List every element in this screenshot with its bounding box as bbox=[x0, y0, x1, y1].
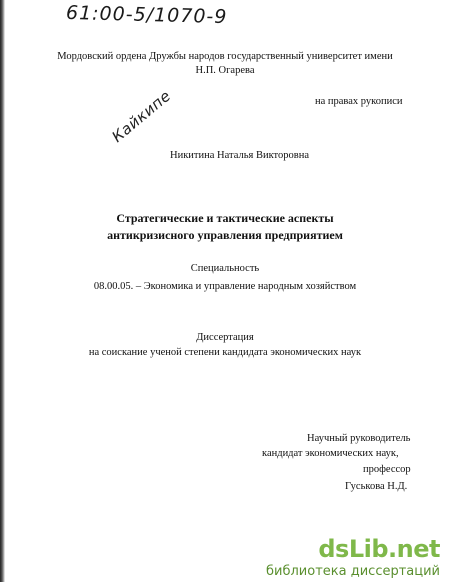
supervisor-degree: кандидат экономических наук, bbox=[262, 448, 399, 459]
supervisor-name: Гуськова Н.Д. bbox=[345, 481, 408, 492]
supervisor-role: Научный руководитель bbox=[307, 433, 411, 444]
supervisor-title: профессор bbox=[363, 464, 411, 475]
university-line-1: Мордовский ордена Дружбы народов государственный университет имени bbox=[57, 51, 393, 62]
specialty-value: 08.00.05. – Экономика и управление народным хозяйством bbox=[93, 281, 357, 292]
dslib-brand[interactable] bbox=[266, 536, 440, 580]
handwritten-signature: Кайкипе bbox=[108, 86, 175, 146]
university-line-2: Н.П. Огарева bbox=[195, 65, 255, 76]
title-line-1: Стратегические и тактические аспекты bbox=[116, 211, 334, 225]
title-line-2: антикризисного управления предприятием bbox=[107, 228, 343, 242]
dslib-logo: dsLib.net bbox=[318, 535, 440, 563]
manuscript-rights-note: на правах рукописи bbox=[315, 96, 403, 107]
dissertation-label: Диссертация bbox=[196, 332, 254, 343]
dissertation-purpose: на соискание ученой степени кандидата экономических наук bbox=[88, 347, 362, 358]
author-name: Никитина Наталья Викторовна bbox=[170, 150, 309, 161]
archive-stamp: 61:00-5/1070-9 bbox=[65, 1, 228, 29]
specialty-label: Специальность bbox=[190, 263, 260, 274]
dslib-tagline: библиотека диссертаций bbox=[266, 564, 440, 579]
